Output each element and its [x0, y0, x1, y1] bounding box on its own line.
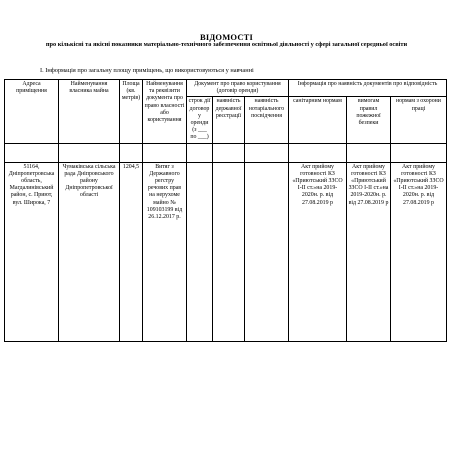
- spacer-cell: [245, 143, 289, 162]
- header-fire: вимогам правил пожежної безпеки: [347, 97, 391, 143]
- spacer-cell: [5, 143, 59, 162]
- spacer-cell: [289, 143, 347, 162]
- header-ownership-doc: Найменування та реквізити документа про право власності або користування: [143, 80, 187, 144]
- document-subtitle: про кількісні та якісні показники матеріально-технічного забезпечення освітньої діяльності у сфері загальної середньої освіти: [45, 41, 408, 48]
- header-owner: Найменування власника майна: [59, 80, 120, 144]
- header-usage-doc: Документ про право користування (договір оренди): [187, 80, 289, 97]
- spacer-cell: [213, 143, 245, 162]
- header-sanitary: санітарним нормам: [289, 97, 347, 143]
- cell-area: 1204,5: [120, 162, 143, 341]
- section-heading: І. Інформація про загальну площу приміщень, що використовуються у навчанні: [40, 67, 254, 74]
- spacer-cell: [143, 143, 187, 162]
- header-usage-notary: наявність нотаріального посвідчення: [245, 97, 289, 143]
- cell-ownership-doc: Витяг з Державного регстру речових прав на нерухоме майно № 109103199 від 26.12.2017 р.: [143, 162, 187, 341]
- header-usage-term: строк дії договору оренди (з ___ по ___): [187, 97, 213, 143]
- premises-table: [4, 79, 447, 342]
- cell-usage-notary: [245, 162, 289, 341]
- cell-usage-state-reg: [213, 162, 245, 341]
- spacer-cell: [59, 143, 120, 162]
- header-labor: нормам з охорони праці: [391, 97, 447, 143]
- header-area: Площа (кв. метрів): [120, 80, 143, 144]
- cell-fire: Акт прийому готовності КЗ «Приютський ЗЗСО І-ІІ ст.»на 2019-2020н. р. від 27.08.2019 р: [347, 162, 391, 341]
- header-compliance: Інформація про наявність документів про відповідність: [289, 80, 447, 97]
- header-address: Адреса приміщення: [5, 80, 59, 144]
- spacer-cell: [347, 143, 391, 162]
- header-row-1: [5, 80, 447, 97]
- header-usage-state-reg: наявність державної реєстрації: [213, 97, 245, 143]
- document-title: ВІДОМОСТІ: [199, 32, 254, 42]
- cell-sanitary: Акт прийому готовності КЗ «Приютський ЗЗСО І-ІІ ст.»на 2019-2020н. р. від 27.08.2019 р: [289, 162, 347, 341]
- table-row: [5, 162, 447, 341]
- cell-usage-term: [187, 162, 213, 341]
- cell-address: 51164, Дніпропетровська область, Магдалинівський район, с. Приют, вул. Широка, 7: [5, 162, 59, 341]
- spacer-cell: [120, 143, 143, 162]
- cell-owner: Чумаківська сільська рада Дніпровського району Дніпропетровської області: [59, 162, 120, 341]
- spacer-cell: [187, 143, 213, 162]
- spacer-row: [5, 143, 447, 162]
- spacer-cell: [391, 143, 447, 162]
- cell-labor: Акт прийому готовності КЗ «Приютський ЗЗСО І-ІІ ст.»на 2019-2020н. р. від 27.08.2019 р: [391, 162, 447, 341]
